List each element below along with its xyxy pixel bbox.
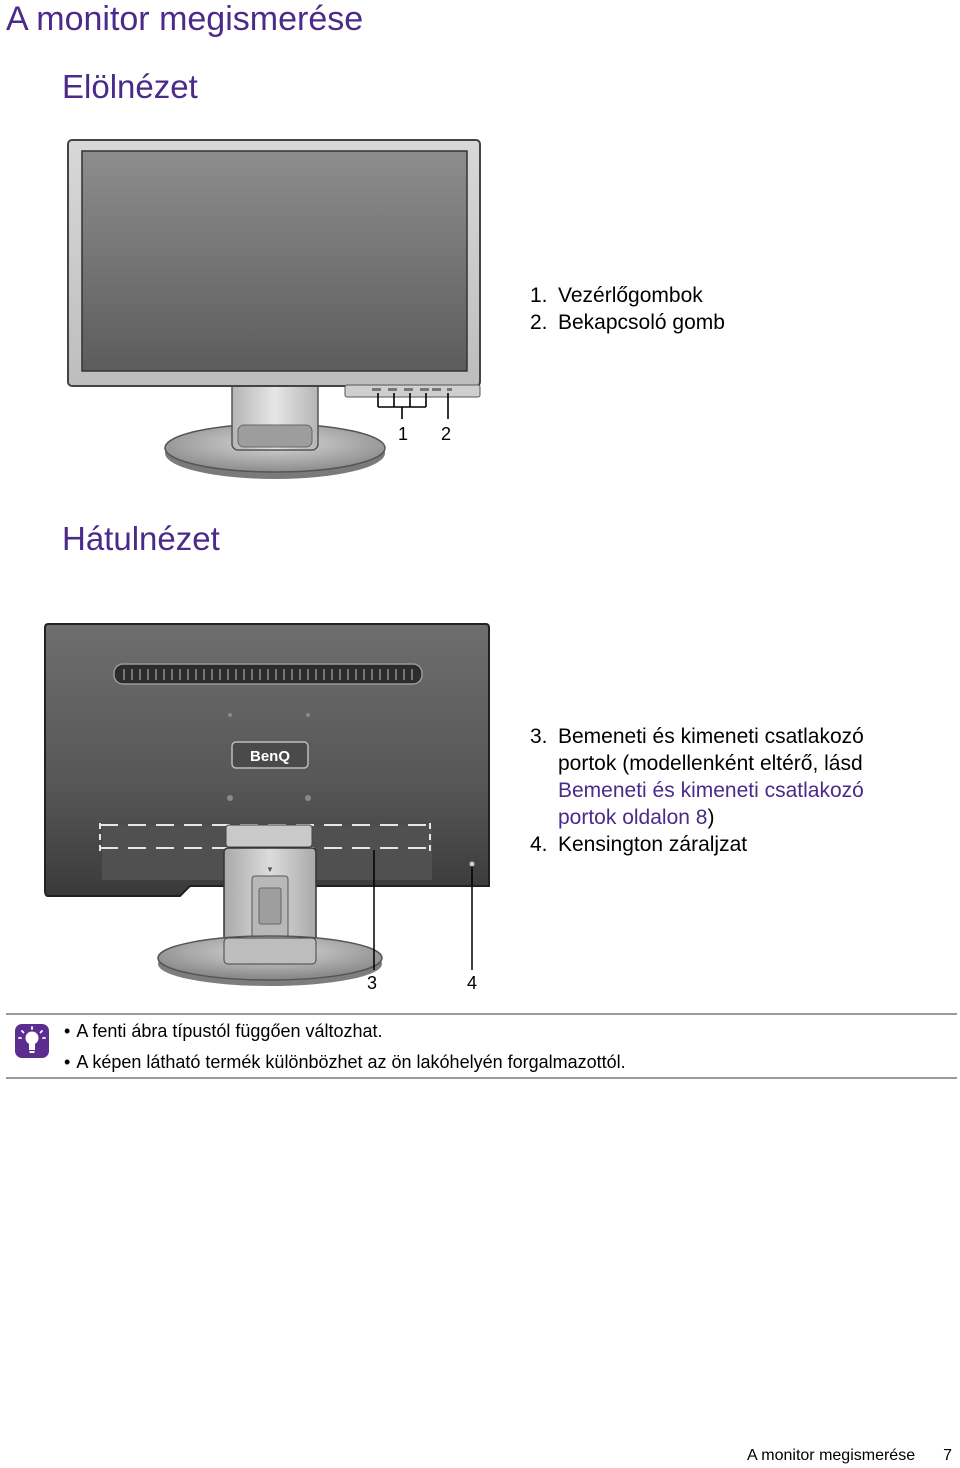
list-text: Kensington záraljzat <box>558 833 748 856</box>
list-number: 3. <box>530 725 548 748</box>
list-number: 2. <box>530 311 548 334</box>
front-monitor-illustration <box>60 135 490 485</box>
note-box <box>6 1013 957 1079</box>
list-text: Bemeneti és kimeneti csatlakozó portok (modellenként eltérő, lásd <box>558 725 864 775</box>
list-item <box>530 723 910 831</box>
list-text: Vezérlőgombok <box>558 284 703 307</box>
lightbulb-icon <box>14 1023 50 1059</box>
footer-page-number: 7 <box>943 1447 952 1464</box>
note-list <box>64 1016 626 1078</box>
svg-text:▼: ▼ <box>266 865 274 874</box>
note-item: • A képen látható termék különbözhet az ön lakóhelyén forgalmazottól. <box>64 1047 626 1078</box>
back-monitor-illustration <box>40 620 495 1000</box>
back-view-list <box>530 723 910 858</box>
brand-logo: BenQ <box>249 748 291 765</box>
callout-1: 1 <box>398 424 409 444</box>
footer-chapter: A monitor megismerése <box>747 1447 916 1464</box>
ports-page-link[interactable]: Bemeneti és kimeneti csatlakozó portok oldalon 8 <box>558 779 864 829</box>
back-view-heading: Hátulnézet <box>62 520 220 557</box>
list-number: 4. <box>530 833 548 856</box>
callout-3: 3 <box>367 973 378 993</box>
list-text: Bekapcsoló gomb <box>558 311 725 334</box>
list-text-close: ) <box>707 806 715 829</box>
page-footer <box>747 1447 952 1465</box>
list-item <box>530 309 910 336</box>
callout-4: 4 <box>467 973 478 993</box>
list-number: 1. <box>530 284 548 307</box>
front-view-list <box>530 282 910 336</box>
note-item: • A fenti ábra típustól függően változhat. <box>64 1016 626 1047</box>
callout-2: 2 <box>441 424 452 444</box>
page-title: A monitor megismerése <box>6 0 364 38</box>
list-item <box>530 831 910 858</box>
list-item <box>530 282 910 309</box>
front-view-heading: Elölnézet <box>62 68 198 105</box>
